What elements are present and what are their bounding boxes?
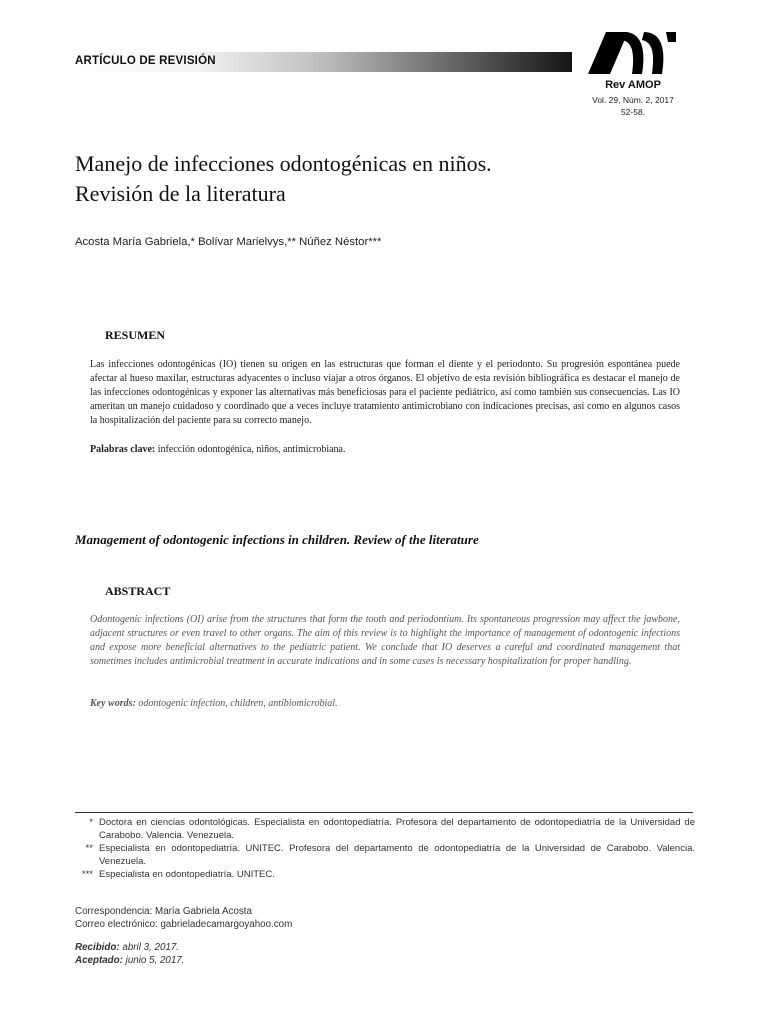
key-words-label: Key words: [90,698,136,709]
footnote-divider [75,812,693,813]
palabras-clave [90,444,346,455]
abstract-text: Odontogenic infections (OI) arise from the structures that form the tooth and periodontium. Its spontaneous progression may affect the jawbone, adjacent structures or even travel to other organs. The aim of this review is to highlight the importance of management of odontogenic infections and expose more beneficial alternatives to the pediatric patient. We conclude that IO deserves a careful and coordinated management that sometimes includes antimicrobial treatment in accurate indications and in some cases is necessary hospitalization for proper handling. [90,614,680,667]
accepted-label: Aceptado: [75,955,123,966]
received-date [75,941,184,954]
footnotes [75,816,695,881]
key-words-values: odontogenic infection, children, antibiomicrobial. [138,698,338,709]
journal-issue [578,94,688,118]
correspondence [75,905,292,931]
correspondence-name: Correspondencia: María Gabriela Acosta [75,906,252,917]
footnote-mark: *** [81,869,93,880]
article-title-line-1: Manejo de infecciones odontogénicas en niños. [75,151,492,176]
footnote-text: Doctora en ciencias odontológicas. Especialista en odontopediatría. Profesora del departamento de odontopediatría de la Universidad de Carabobo. Valencia. Venezuela. [99,817,695,841]
section-label: ARTÍCULO DE REVISIÓN [75,55,216,67]
accepted-date [75,954,184,967]
journal-name: Rev AMOP [605,79,661,91]
footnote-text: Especialista en odontopediatría. UNITEC. Profesora del departamento de odontopediatría de la Universidad de Carabobo. Valencia. Venezuela. [99,843,695,867]
journal-issue-pages: 52-58. [620,107,646,117]
correspondence-email: Correo electrónico: gabrieladecamargoyahoo.com [75,919,293,930]
footnote-mark: ** [85,843,93,854]
article-dates [75,941,184,967]
received-value: abril 3, 2017. [122,942,180,953]
journal-issue-volume: Vol. 29, Núm. 2, 2017 [592,95,674,105]
footnote [75,868,695,881]
footnote [75,816,695,842]
key-words [90,698,338,709]
article-title [75,149,635,209]
accepted-value: junio 5, 2017. [125,955,185,966]
received-label: Recibido: [75,942,120,953]
footnote-text: Especialista en odontopediatría. UNITEC. [99,869,275,880]
resumen-heading: RESUMEN [105,328,166,342]
palabras-clave-label: Palabras clave: [90,444,156,455]
abstract-heading: ABSTRACT [105,584,171,598]
resumen-text: Las infecciones odontogénicas (IO) tienen su origen en las estructuras que forman el diente y el periodonto. Su progresión espontánea puede afectar al hueso maxilar, estructuras adyacentes o incluso viajar a otros órganos. El objetivo de esta revisión bibliográfica es destacar el manejo de las infecciones odontogénicas y exponer las alternativas más beneficiosas para el paciente pediátrico, así como también sus consecuencias. Las IO ameritan un manejo cuidadoso y coordinado que a veces incluye tratamiento antimicrobiano con indicaciones precisas, así como en algunos casos la hospitalización del paciente para su correcto manejo. [90,359,680,426]
english-title: Management of odontogenic infections in children. Review of the literature [75,532,479,547]
palabras-clave-values: infección odontogénica, niños, antimicrobiana. [157,444,346,455]
footnote-mark: * [89,817,93,828]
authors: Acosta María Gabriela,* Bolívar Marielvys,** Núñez Néstor*** [75,236,382,248]
journal-logo-icon [588,30,676,76]
article-title-line-2: Revisión de la literatura [75,181,286,206]
footnote [75,842,695,868]
